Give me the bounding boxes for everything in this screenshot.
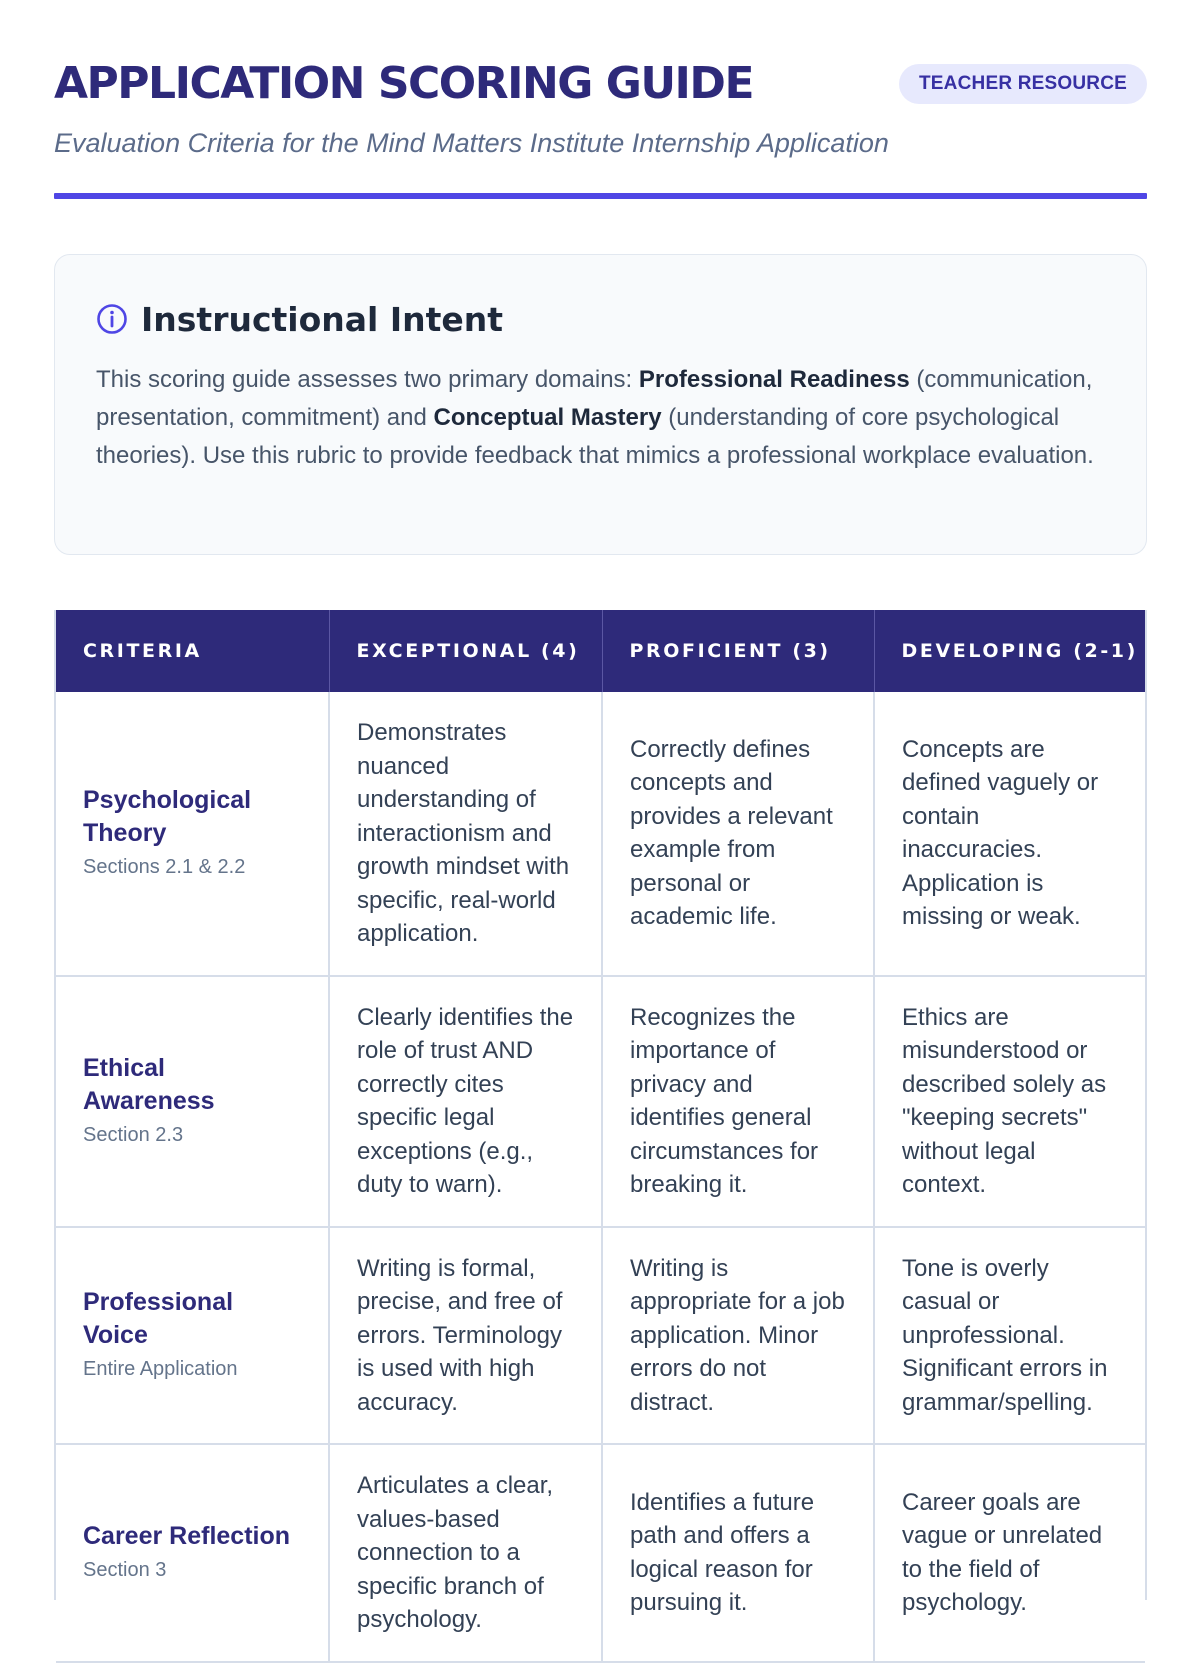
intent-body: This scoring guide assesses two primary domains: Professional Readiness (communication, presentation, commitment) and Conceptual Mastery (understanding of core psychological theories). Use this rubric to provide feedback that mimics a professional workplace evaluation. [96,366,1094,469]
proficient-cell: Writing is appropriate for a job application. Minor errors do not distract. [602,1227,874,1445]
teacher-resource-badge: TEACHER RESOURCE [899,64,1147,104]
table-row [56,692,1145,976]
criteria-section: Section 2.3 [83,1124,184,1146]
rubric-table [56,610,1145,1663]
proficient-cell: Correctly defines concepts and provides a relevant example from personal or academic life. [602,692,874,976]
exceptional-cell: Demonstrates nuanced understanding of interactionism and growth mindset with specific, real-world application. [329,692,602,976]
exceptional-cell: Articulates a clear, values-based connection to a specific branch of psychology. [329,1444,602,1662]
proficient-cell: Recognizes the importance of privacy and identifies general circumstances for breaking it. [602,976,874,1227]
developing-cell: Concepts are defined vaguely or contain inaccuracies. Application is missing or weak. [874,692,1145,976]
criteria-name: Professional Voice [83,1288,234,1350]
table-row [56,1444,1145,1662]
column-header-developing: DEVELOPING (2-1) [874,610,1145,692]
developing-cell: Tone is overly casual or unprofessional. Significant errors in grammar/spelling. [874,1227,1145,1445]
column-header-proficient: PROFICIENT (3) [602,610,874,692]
table-row [56,1227,1145,1445]
criteria-cell [56,976,329,1227]
criteria-section: Sections 2.1 & 2.2 [83,856,246,879]
page-title: APPLICATION SCORING GUIDE [54,58,754,109]
criteria-name: Career Reflection [83,1522,291,1551]
criteria-cell [56,1227,329,1445]
info-icon [96,303,128,335]
column-header-exceptional: EXCEPTIONAL (4) [329,610,602,692]
criteria-name: Ethical Awareness [83,1054,215,1115]
developing-cell: Ethics are misunderstood or described solely as "keeping secrets" without legal context. [874,976,1145,1227]
conceptual-mastery-term: Conceptual Mastery [433,404,662,431]
professional-readiness-term: Professional Readiness [638,366,910,393]
rubric-header-row [56,610,1145,692]
exceptional-cell: Writing is formal, precise, and free of errors. Terminology is used with high accuracy. [329,1227,602,1445]
column-header-criteria: CRITERIA [56,610,329,692]
rubric-table-wrapper [54,610,1147,1633]
page-header [54,56,1147,159]
header-divider [54,193,1147,199]
criteria-cell [56,692,329,976]
intent-title: Instructional Intent [141,299,504,339]
table-row [56,976,1145,1227]
criteria-section: Section 3 [83,1559,167,1582]
criteria-name: Psychological Theory [83,786,252,848]
developing-cell: Career goals are vague or unrelated to the field of psychology. [874,1444,1145,1662]
exceptional-cell: Clearly identifies the role of trust AND correctly cites specific legal exceptions (e.g., duty to warn). [329,976,602,1227]
criteria-section: Entire Application [83,1358,238,1381]
page-subtitle: Evaluation Criteria for the Mind Matters Institute Internship Application [54,128,889,158]
instructional-intent-card [54,254,1147,555]
criteria-cell [56,1444,329,1662]
proficient-cell: Identifies a future path and offers a logical reason for pursuing it. [602,1444,874,1662]
